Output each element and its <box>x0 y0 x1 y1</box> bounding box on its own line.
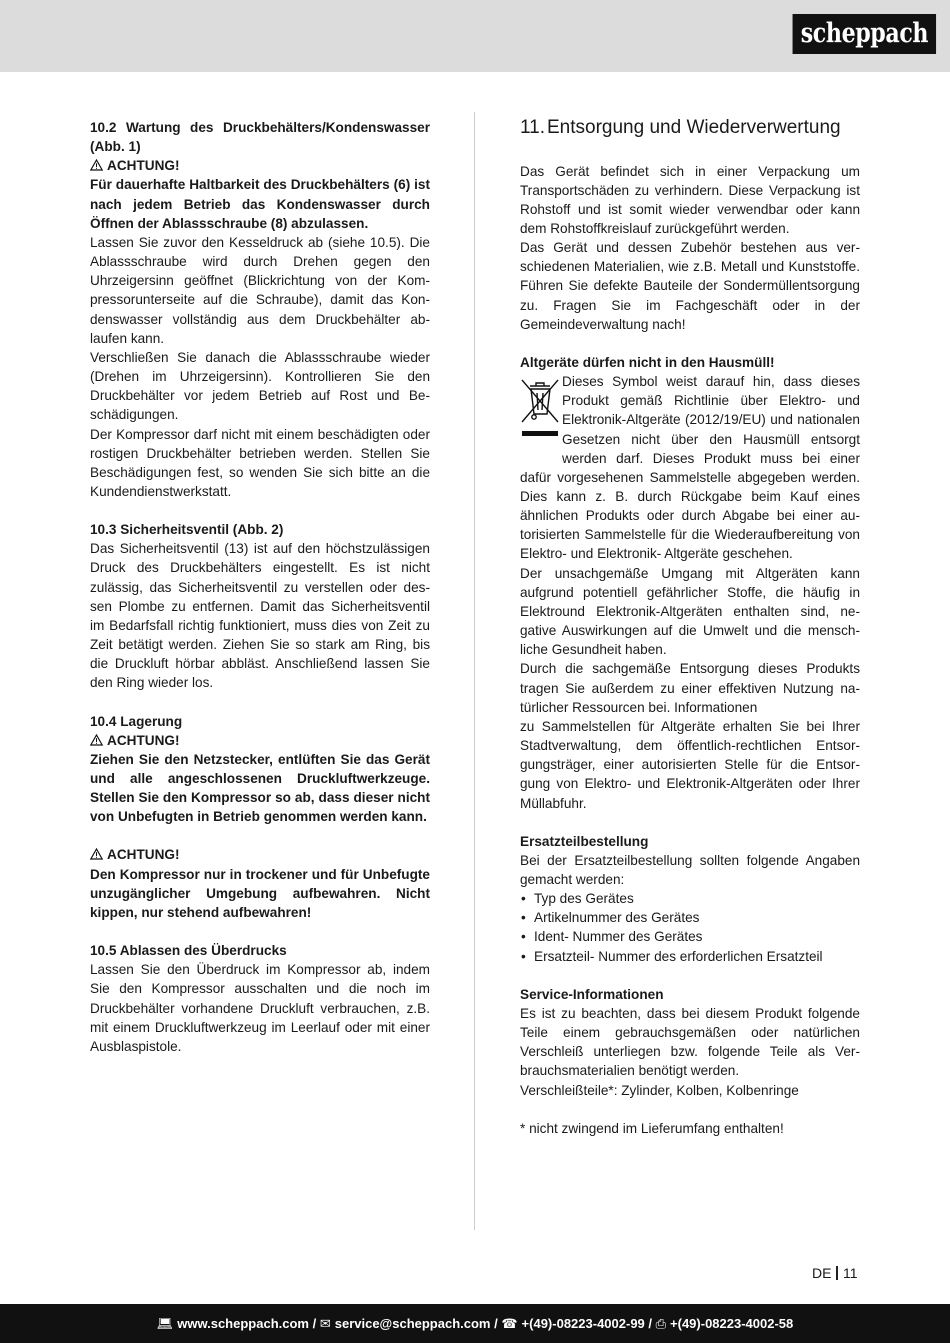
page-num: 11 <box>842 1265 858 1281</box>
phone-icon: ☎︎ <box>501 1316 518 1331</box>
paragraph: Dieses Symbol weist darauf hin, dass dieses Produkt gemäß Richtlinie über Elektro- und Elektronik-Altgeräte (2012/19/EU) und nationalen Gesetzen nicht über den Hausmüll entsorgt werden darf. Dieses Produkt muss bei einer dafür vorgesehenen Sammelstelle abgegeben werden. Dies kann z. B. durch Rückgabe beim Kauf eines ähnlichen Produkts oder durch Abgabe bei einer autorisierten Sammelstelle für die Wiederaufbereitung von Elektro- und Elektronik- Altgeräte geschehen. <box>520 374 860 562</box>
section-11-heading <box>520 118 860 138</box>
footnote: * nicht zwingend im Lieferumfang enthalten! <box>520 1120 784 1136</box>
mail-icon: ✉︎ <box>319 1316 331 1331</box>
page-number-separator <box>836 1266 838 1280</box>
fax-icon: ⎙ <box>655 1316 667 1331</box>
warning-label: ACHTUNG! <box>90 731 430 750</box>
warning-triangle-icon <box>90 734 103 746</box>
warning-triangle-icon <box>90 848 103 860</box>
paragraph: Das Gerät und dessen Zubehör bestehen aus verschiedenen Materialien, wie z.B. Metall und Kunststoffe. Führen Sie defekte Bauteile der Sondermüllentsorgung zu. Fragen Sie im Fachgeschäft oder in der Gemeindeverwaltung nach! <box>520 240 860 332</box>
section-10-3-heading: 10.3 Sicherheitsventil (Abb. 2) <box>90 522 284 538</box>
list-item: • Typ des Gerätes <box>520 889 860 908</box>
warning-label: ACHTUNG! <box>90 845 430 864</box>
page-lang: DE <box>812 1265 832 1281</box>
section-10-5-heading: 10.5 Ablassen des Überdrucks <box>90 943 287 959</box>
list-item: • Ident- Nummer des Gerätes <box>520 927 860 946</box>
ersatzteil-heading: Ersatzteilbestellung <box>520 833 649 849</box>
list-item: • Artikelnummer des Gerätes <box>520 908 860 927</box>
service-heading: Service-Informationen <box>520 986 664 1002</box>
paragraph: Es ist zu beachten, dass bei diesem Produkt folgende Teile einem gebrauchsgemäßen oder natürlichen Verschleiß unterliegen bzw. folgende Teile als Verbrauchsmaterialien benötigt werden. <box>520 1005 860 1079</box>
paragraph: Der Kompressor darf nicht mit einem beschädigten oder rostigen Druckbehälter betrieben werden. Stellen Sie Beschädigungen fest, so wenden Sie sich bitte an die Kundendienstwerkstatt. <box>90 426 430 499</box>
left-column <box>90 118 430 1056</box>
footer-mail[interactable]: service@scheppach.com / <box>334 1316 498 1331</box>
altgeraete-heading: Altgeräte dürfen nicht in den Hausmüll! <box>520 354 775 370</box>
paragraph: Verschließen Sie danach die Ablassschraube wieder (Drehen im Uhrzeigersinn). Kontrollieren Sie den Druckbehälter vor jedem Betrieb auf Rost und Beschädigungen. <box>90 349 430 423</box>
page-number <box>812 1265 858 1281</box>
list-item: • Ersatzteil- Nummer des erforderlichen Ersatzteil <box>520 947 860 966</box>
footer-phone: +(49)-08223-4002-99 / <box>521 1316 652 1331</box>
scheppach-logo: scheppach <box>792 14 936 54</box>
warning-text: Ziehen Sie den Netzstecker, entlüften Sie das Gerät und alle angeschlossenen Druckluftwerkzeuge. Stellen Sie den Kompressor so ab, dass dieser nicht von Unbefugten in Betrieb genommen werden kann. <box>90 751 430 825</box>
paragraph: Durch die sachgemäße Entsorgung dieses Produkts tragen Sie außerdem zu einer effektiven Nutzung natürlicher Ressourcen bei. Informationen <box>520 661 860 715</box>
warning-label: ACHTUNG! <box>90 156 430 175</box>
section-title: Entsorgung und Wiederverwertung <box>547 117 841 138</box>
top-bar <box>0 0 950 72</box>
footer-bar <box>0 1304 950 1343</box>
section-10-4-heading: 10.4 Lagerung <box>90 713 183 729</box>
computer-icon: 💻︎ <box>156 1316 174 1331</box>
section-number: 11. <box>520 117 546 138</box>
crossed-out-wheelie-bin-icon <box>520 372 560 452</box>
paragraph: Lassen Sie zuvor den Kesseldruck ab (siehe 10.5). Die Ablassschraube wird durch Drehen gegen den Uhrzeigersinn geöffnet (Blickrichtung von der Kompressorunterseite auf die Schraube), damit das Kondenswasser vollständig aus dem Druckbehälter ablaufen kann. <box>90 234 430 346</box>
right-column <box>520 118 860 1138</box>
footer-fax: +(49)-08223-4002-58 <box>670 1316 794 1331</box>
paragraph: Das Sicherheitsventil (13) ist auf den höchstzulässigen Druck des Druckbehälters eingestellt. Es ist nicht zulässig, das Sicherheitsventil zu verstellen oder dessen Plombe zu entfernen. Damit das Sicherheitsventil im Bedarfsfall richtig funktioniert, muss dies von Zeit zu Zeit betätigt werden. Ziehen Sie so stark am Ring, bis die Druckluft hörbar abbläst. Anschließend lassen Sie den Ring wieder los. <box>90 541 430 691</box>
paragraph: Lassen Sie den Überdruck im Kompressor ab, indem Sie den Kompressor ausschalten und die noch im Druckbehälter vorhandene Druckluft verbrauchen, z.B. mit einem Druckluftwerkzeug im Leerlauf oder mit einer Ausblaspistole. <box>90 962 430 1054</box>
paragraph: Verschleißteile*: Zylinder, Kolben, Kolbenringe <box>520 1082 799 1098</box>
paragraph: Der unsachgemäße Umgang mit Altgeräten kann aufgrund potentiell gefährlicher Stoffe, die häufig in Elektround Elektronik-Altgeräten enthalten sind, negative Auswirkungen auf die Umwelt und die menschliche Gesundheit haben. <box>520 565 860 658</box>
column-divider <box>474 112 475 1230</box>
footer-web[interactable]: www.scheppach.com / <box>177 1316 317 1331</box>
section-10-2-heading: 10.2 Wartung des Druckbehälters/Kondenswasser (Abb. 1) <box>90 120 430 155</box>
warning-text: Für dauerhafte Haltbarkeit des Druckbehälters (6) ist nach jedem Betrieb das Kondenswasser durch Öffnen der Ablassschraube (8) abzulassen. <box>90 177 430 231</box>
paragraph: zu Sammelstellen für Altgeräte erhalten Sie bei Ihrer Stadtverwaltung, dem öffentlich-rechtlichen Entsorgungsträger, einer autorisierten Stelle für die Entsorgung von Elektro- und Elektronik-Altgeräten oder Ihrer Müllabfuhr. <box>520 718 860 811</box>
spare-parts-list <box>520 889 860 966</box>
paragraph: Das Gerät befindet sich in einer Verpackung um Transportschäden zu verhindern. Diese Verpackung ist Rohstoff und ist somit wieder verwendbar oder kann dem Rohstoffkreislauf zurückgeführt werden. <box>520 163 860 236</box>
paragraph: Bei der Ersatzteilbestellung sollten folgende Angaben gemacht werden: <box>520 852 860 887</box>
warning-triangle-icon <box>90 159 103 171</box>
warning-text: Den Kompressor nur in trockener und für Unbefugte unzugänglicher Umgebung aufbewahren. Nicht kippen, nur stehend aufbewahren! <box>90 866 430 920</box>
